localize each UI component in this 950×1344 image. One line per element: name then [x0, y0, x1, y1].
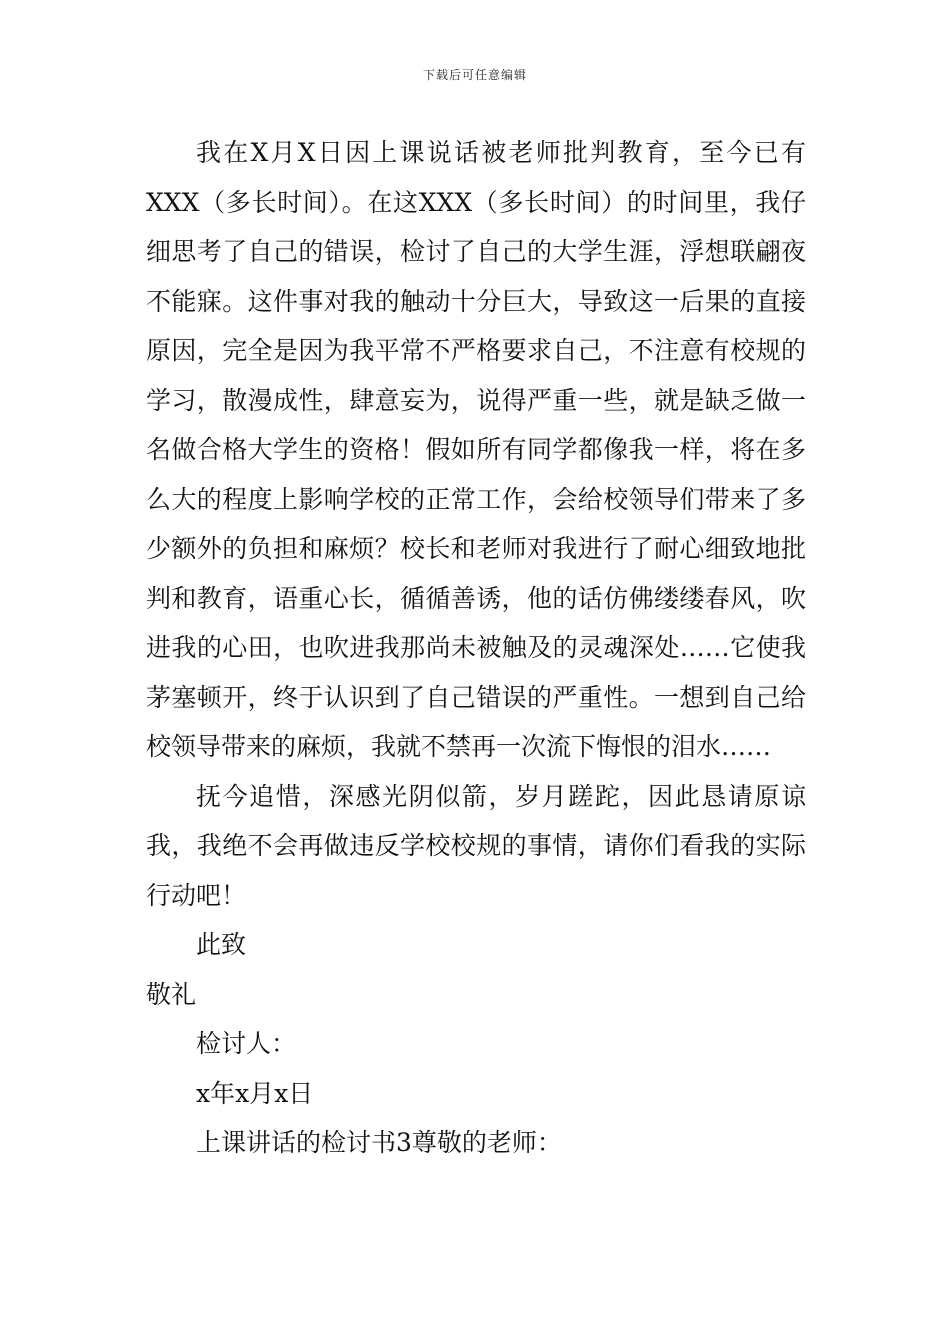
next-letter-title: 上课讲话的检讨书3尊敬的老师： [196, 1128, 562, 1157]
closing-regards: 敬礼 [146, 979, 197, 1009]
signer-label: 检讨人： [196, 1029, 297, 1058]
paragraph-2: 抚今追惜，深感光阴似箭，岁月蹉跎，因此恳请原谅我，我绝不会再做违反学校校规的事情，请你们看我的实际行动吧！ [146, 781, 806, 910]
header-note: 下载后可任意编辑 [422, 68, 527, 82]
letter-date: x年x月x日 [196, 1078, 314, 1108]
paragraph-1: 我在X月X日因上课说话被老师批判教育，至今已有XXX（多长时间）。在这XXX（多长时间）的时间里，我仔细思考了自己的错误，检讨了自己的大学生涯，浮想联翩夜不能寐。这件事对我的触动十分巨大，导致这一后果的直接原因，完全是因为我平常不严格要求自己，不注意有校规的学习，散漫成性，肆意妄为，说得严重一些，就是缺乏做一名做合格大学生的资格！假如所有同学都像我一样，将在多么大的程度上影响学校的正常工作，会给校领导们带来了多少额外的负担和麻烦？校长和老师对我进行了耐心细致地批判和教育，语重心长，循循善诱，他的话仿佛缕缕春风，吹进我的心田，也吹进我那尚未被触及的灵魂深处……它使我茅塞顿开，终于认识到了自己错误的严重性。一想到自己给校领导带来的麻烦，我就不禁再一次流下悔恨的泪水…… [146, 138, 806, 761]
closing-salutation: 此致 [196, 930, 247, 959]
letter-body [146, 128, 806, 1168]
